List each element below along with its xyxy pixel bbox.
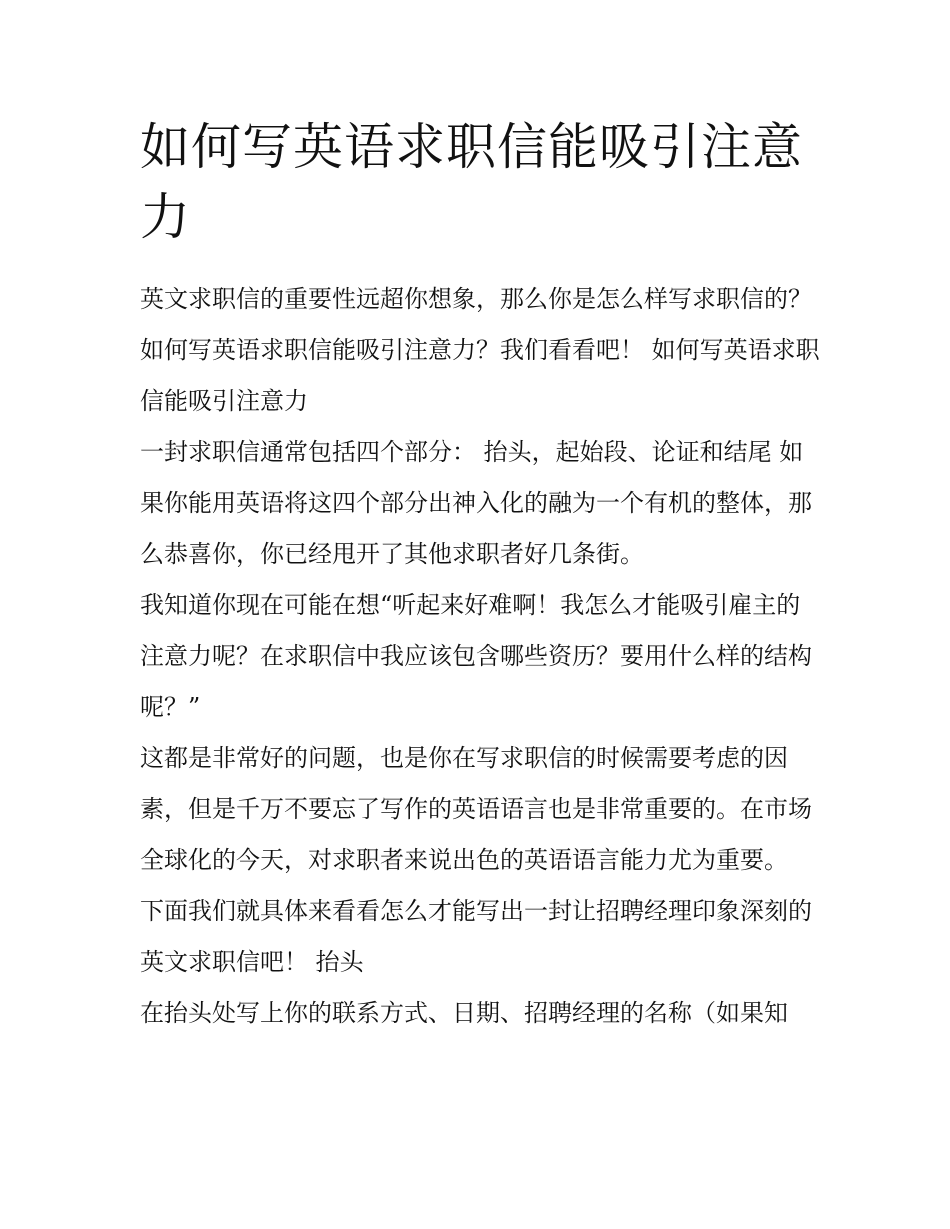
- paragraph: 英文求职信的重要性远超你想象，那么你是怎么样写求职信的？如何写英语求职信能吸引注意力？我们看看吧！ 如何写英语求职信能吸引注意力: [140, 285, 820, 415]
- paragraph: 这都是非常好的问题，也是你在写求职信的时候需要考虑的因素，但是千万不要忘了写作的英语语言也是非常重要的。在市场全球化的今天，对求职者来说出色的英语语言能力尤为重要。: [140, 744, 812, 874]
- paragraph: 一封求职信通常包括四个部分： 抬头，起始段、论证和结尾 如果你能用英语将这四个部分出神入化的融为一个有机的整体，那么恭喜你，你已经甩开了其他求职者好几条街。: [140, 438, 812, 568]
- paragraph: 下面我们就具体来看看怎么才能写出一封让招聘经理印象深刻的英文求职信吧！ 抬头: [140, 897, 812, 976]
- paragraph: 在抬头处写上你的联系方式、日期、招聘经理的名称（如果知: [140, 999, 788, 1027]
- document-body: [140, 112, 820, 1039]
- paragraph: 我知道你现在可能在想“听起来好难啊！我怎么才能吸引雇主的注意力呢？在求职信中我应该包含哪些资历？要用什么样的结构呢？”: [140, 591, 812, 721]
- page-title: 如何写英语求职信能吸引注意力: [140, 118, 803, 246]
